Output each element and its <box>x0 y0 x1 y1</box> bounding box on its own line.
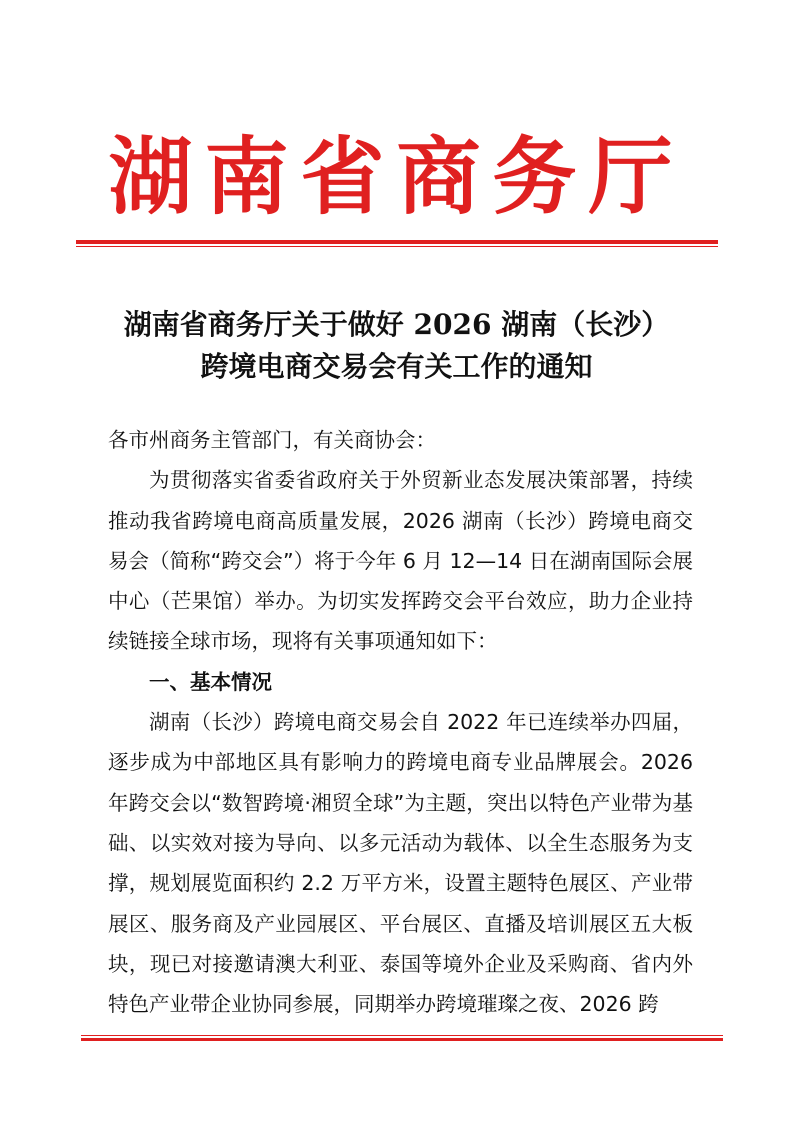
header-rule-thin <box>76 246 718 247</box>
footer-rule-thin <box>81 1035 723 1036</box>
salutation: 各市州商务主管部门，有关商协会： <box>108 428 436 452</box>
document-body <box>108 420 693 1024</box>
section-heading-1: 一、基本情况 <box>149 669 272 694</box>
header-rule-thick <box>76 240 718 244</box>
footer-rule-thick <box>81 1038 723 1041</box>
paragraph-basic-info: 湖南（长沙）跨境电商交易会自 2022 年已连续举办四届，逐步成为中部地区具有影响力的跨境电商专业品牌展会。2026 年跨交会以“数智跨境·湘贸全球”为主题，突出以特色产业带为基础、以实效对接为导向、以多元活动为载体、以全生态服务为支撑，规划展览面积约 2.2 万平方米，设置主题特色展区、产业带展区、服务商及产业园展区、平台展区、直播及培训展区五大板块，现已对接邀请澳大利亚、泰国等境外企业及采购商、省内外特色产业带企业协同参展，同期举办跨境璀璨之夜、2026 跨 <box>108 710 693 1017</box>
document-title-line-2: 跨境电商交易会有关工作的通知 <box>200 350 593 383</box>
paragraph-intro: 为贯彻落实省委省政府关于外贸新业态发展决策部署，持续推动我省跨境电商高质量发展，2026 湖南（长沙）跨境电商交易会（简称“跨交会”）将于今年 6 月 12—14 日在湖南国际会展中心（芒果馆）举办。为切实发挥跨交会平台效应，助力企业持续链接全球市场，现将有关事项通知如下： <box>108 468 693 654</box>
document-title-line-1: 湖南省商务厅关于做好 2026 湖南（长沙） <box>123 308 670 341</box>
document-title <box>60 304 733 388</box>
masthead-title: 湖南省商务厅 <box>108 127 685 226</box>
